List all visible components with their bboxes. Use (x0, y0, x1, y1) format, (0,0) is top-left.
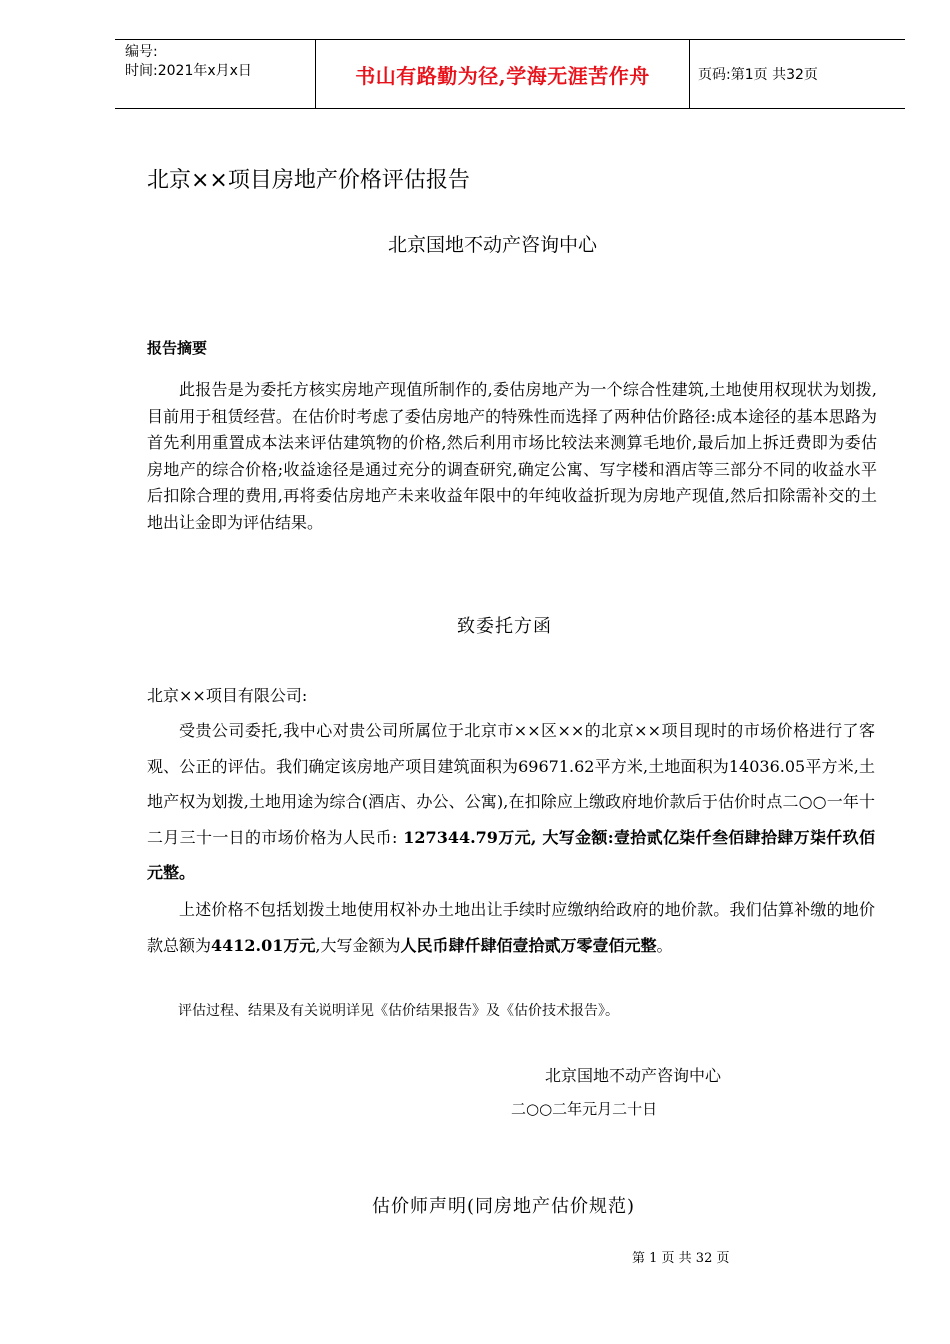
paragraph-1-text: 受贵公司委托,我中心对贵公司所属位于北京市××区××的北京××项目现时的市场价格进行了客观、公正的评估。我们确定该房地产项目建筑面积为69671.62平方米,土地面积为14036.05平方米,土地产权为划拨,土地用途为综合(酒店、办公、公寓),在扣除应上缴政府地价款后于估价时点二○○一年十二月三十一日的市场价格为人民币: (147, 721, 875, 847)
letter-heading: 致委托方函 (457, 616, 552, 637)
declaration-heading: 估价师声明(同房地产估价规范) (372, 1196, 636, 1217)
appraised-amount: 127344.79万元, 大写金额:壹拾贰亿柒仟叁佰肆拾肆万柒仟玖佰元整。 (147, 827, 875, 882)
page-footer: 第 1 页 共 32 页 (632, 1251, 730, 1266)
document-title: 北京××项目房地产价格评估报告 (147, 168, 470, 193)
page-header (115, 39, 905, 109)
signature-date: 二○○二年元月二十日 (511, 1100, 658, 1118)
organization-name: 北京国地不动产咨询中心 (388, 234, 598, 256)
signature-organization: 北京国地不动产咨询中心 (545, 1066, 722, 1085)
time-label: 时间:2021年x月x日 (125, 63, 252, 79)
letter-paragraph-1 (147, 713, 875, 891)
paragraph-2-end: 。 (656, 935, 673, 955)
motto: 书山有路勤为径,学海无涯苦作舟 (355, 63, 650, 88)
header-motto-cell (316, 40, 690, 108)
salutation: 北京××项目有限公司: (147, 686, 308, 705)
land-fee-amount-cn: 人民币肆仟肆佰壹拾贰万零壹佰元整 (400, 935, 657, 955)
paragraph-2-text: 上述价格不包括划拨土地使用权补办土地出让手续时应缴纳给政府的地价款。我们估算补缴的地价款总额为 (147, 900, 875, 955)
land-fee-amount: 4412.01万元 (211, 935, 316, 955)
letter-paragraph-2 (147, 892, 875, 963)
number-label: 编号: (125, 44, 158, 60)
paragraph-2-mid: ,大写金额为 (315, 935, 401, 955)
summary-heading: 报告摘要 (147, 339, 208, 357)
summary-paragraph: 此报告是为委托方核实房地产现值所制作的,委估房地产为一个综合性建筑,土地使用权现状为划拨,目前用于租赁经营。在估价时考虑了委估房地产的特殊性而选择了两种估价路径:成本途径的基本思路为首先利用重置成本法来评估建筑物的价格,然后利用市场比较法来测算毛地价,最后加上拆迁费即为委估房地产的综合价格;收益途径是通过充分的调查研究,确定公寓、写字楼和酒店等三部分不同的收益水平后扣除合理的费用,再将委估房地产未来收益年限中的年纯收益折现为房地产现值,然后扣除需补交的土地出让金即为评估结果。 (147, 380, 877, 532)
header-meta (115, 40, 316, 108)
header-page-info: 页码:第1页 共32页 (698, 67, 818, 83)
note-line: 评估过程、结果及有关说明详见《估价结果报告》及《估价技术报告》。 (178, 1003, 619, 1019)
